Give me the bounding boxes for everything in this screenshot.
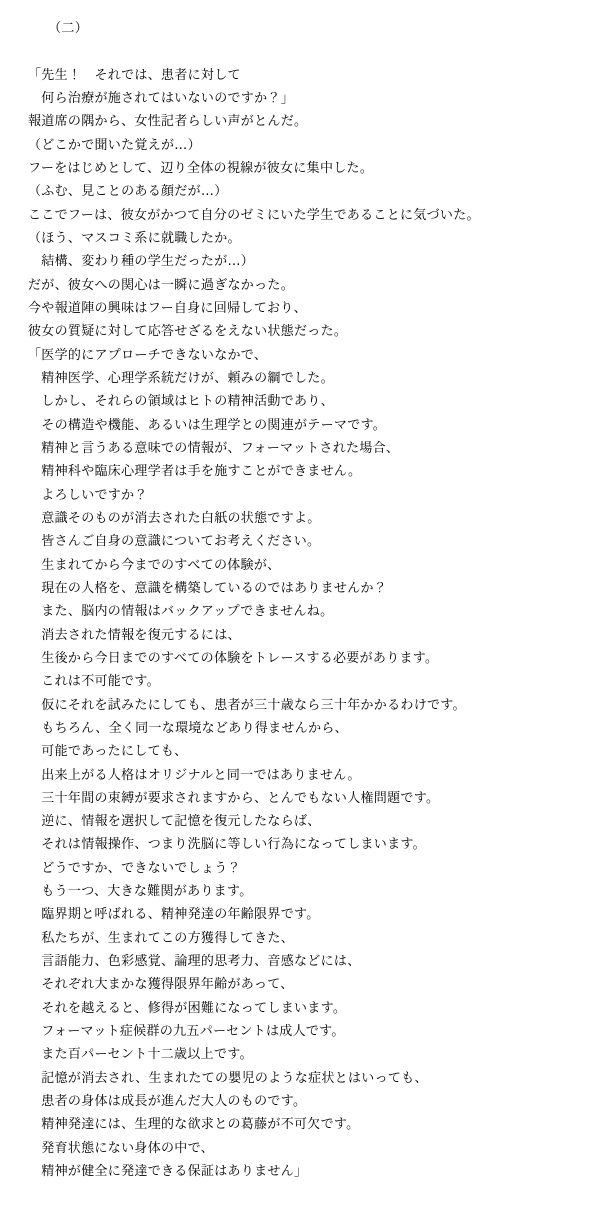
text-line: どうですか、できないでしょう？ xyxy=(28,860,241,876)
text-line: 報道席の隅から、女性記者らしい声がとんだ。 xyxy=(28,114,308,130)
text-line: （二） xyxy=(28,21,89,36)
text-line: また百パーセント十二歳以上です。 xyxy=(28,1047,253,1063)
text-line: 精神発達には、生理的な欲求との葛藤が不可欠です。 xyxy=(28,1117,360,1133)
text-line: 精神が健全に発達できる保証はありません」 xyxy=(28,1164,308,1180)
text-line: それぞれ大まかな獲得限界年齢があって、 xyxy=(28,977,294,993)
text-line: だが、彼女への関心は一瞬に過ぎなかった。 xyxy=(28,277,295,293)
text-line: 精神医学、心理学系統だけが、頼みの綱でした。 xyxy=(28,370,334,386)
text-line: （ふむ、見ことのある顔だが…） xyxy=(28,184,228,200)
text-line: （ほう、マスコミ系に就職したか。 xyxy=(28,230,241,246)
text-line: フォーマット症候群の九五パーセントは成人です。 xyxy=(28,1024,345,1040)
text-line: 現在の人格を、意識を構築しているのではありませんか？ xyxy=(28,580,388,596)
text-line: その構造や機能、あるいは生理学との関連がテーマです。 xyxy=(28,417,387,433)
text-line: 記憶が消去され、生まれたての嬰児のような症状とはいっても、 xyxy=(28,1070,428,1086)
text-line: 精神科や臨床心理学者は手を施すことができません。 xyxy=(28,464,362,480)
text-line: 臨界期と呼ばれる、精神発達の年齢限界です。 xyxy=(28,907,320,923)
text-line: フーをはじめとして、辺り全体の視線が彼女に集中した。 xyxy=(28,160,374,176)
text-line: 私たちが、生まれてこの方獲得してきた、 xyxy=(28,930,295,946)
text-line: ここでフーは、彼女がかつて自分のゼミにいた学生であることに気づいた。 xyxy=(28,207,480,223)
text-line: 可能であったにしても、 xyxy=(28,744,188,760)
text-line: 「医学的にアプローチできないなかで、 xyxy=(28,347,268,363)
text-line: 生後から今日までのすべての体験をトレースする必要があります。 xyxy=(28,650,439,666)
text-line: 今や報道陣の興味はフー自身に回帰しており、 xyxy=(28,300,307,316)
text-line: よろしいですか？ xyxy=(28,487,148,503)
text-line: 三十年間の束縛が要求されますから、とんでもない人権問題です。 xyxy=(28,790,440,806)
text-line: 精神と言うある意味での情報が、フォーマットされた場合、 xyxy=(28,440,400,456)
text-line: それは情報操作、つまり洗脳に等しい行為になってしまいます。 xyxy=(28,837,426,853)
text-line: 逆に、情報を選択して記憶を復元したならば、 xyxy=(28,814,321,830)
text-line: 彼女の質疑に対して応答せざるをえない状態だった。 xyxy=(28,324,348,340)
text-line: 仮にそれを試みたにしても、患者が三十歳なら三十年かかるわけです。 xyxy=(28,697,466,713)
text-line: それを越えると、修得が困難になってしまいます。 xyxy=(28,1000,347,1016)
text-line: 「先生！ それでは、患者に対して xyxy=(28,67,241,83)
text-line: これは不可能です。 xyxy=(28,674,160,690)
text-line: もちろん、全く同一な環境などあり得ませんから、 xyxy=(28,720,348,736)
text-line: 患者の身体は成長が進んだ大人のものです。 xyxy=(28,1094,307,1110)
text-line: また、脳内の情報はバックアップできませんね。 xyxy=(28,604,334,620)
text-line: しかし、それらの領域はヒトの精神活動であり、 xyxy=(28,394,334,410)
text-line: 出来上がる人格はオリジナルと同一ではありません。 xyxy=(28,767,361,783)
text-line: 発育状態にない身体の中で、 xyxy=(28,1140,214,1156)
text-line: もう一つ、大きな難関があります。 xyxy=(28,884,253,900)
text-line: 言語能力、色彩感覚、論理的思考力、音感などには、 xyxy=(28,954,361,970)
text-line: 生まれてから今までのすべての体験が、 xyxy=(28,557,281,573)
text-line: 何ら治療が施されてはいないのですか？」 xyxy=(28,90,295,106)
text-line: （どこかで聞いた覚えが…） xyxy=(28,137,201,153)
blank-line xyxy=(28,40,595,63)
text-line: 意識そのものが消去された白紙の状態ですよ。 xyxy=(28,510,321,526)
text-line: 結構、変わり種の学生だったが…） xyxy=(28,254,255,270)
text-line: 皆さんご自身の意識についてお考えください。 xyxy=(28,534,321,550)
text-line: 消去された情報を復元するには、 xyxy=(28,627,241,643)
